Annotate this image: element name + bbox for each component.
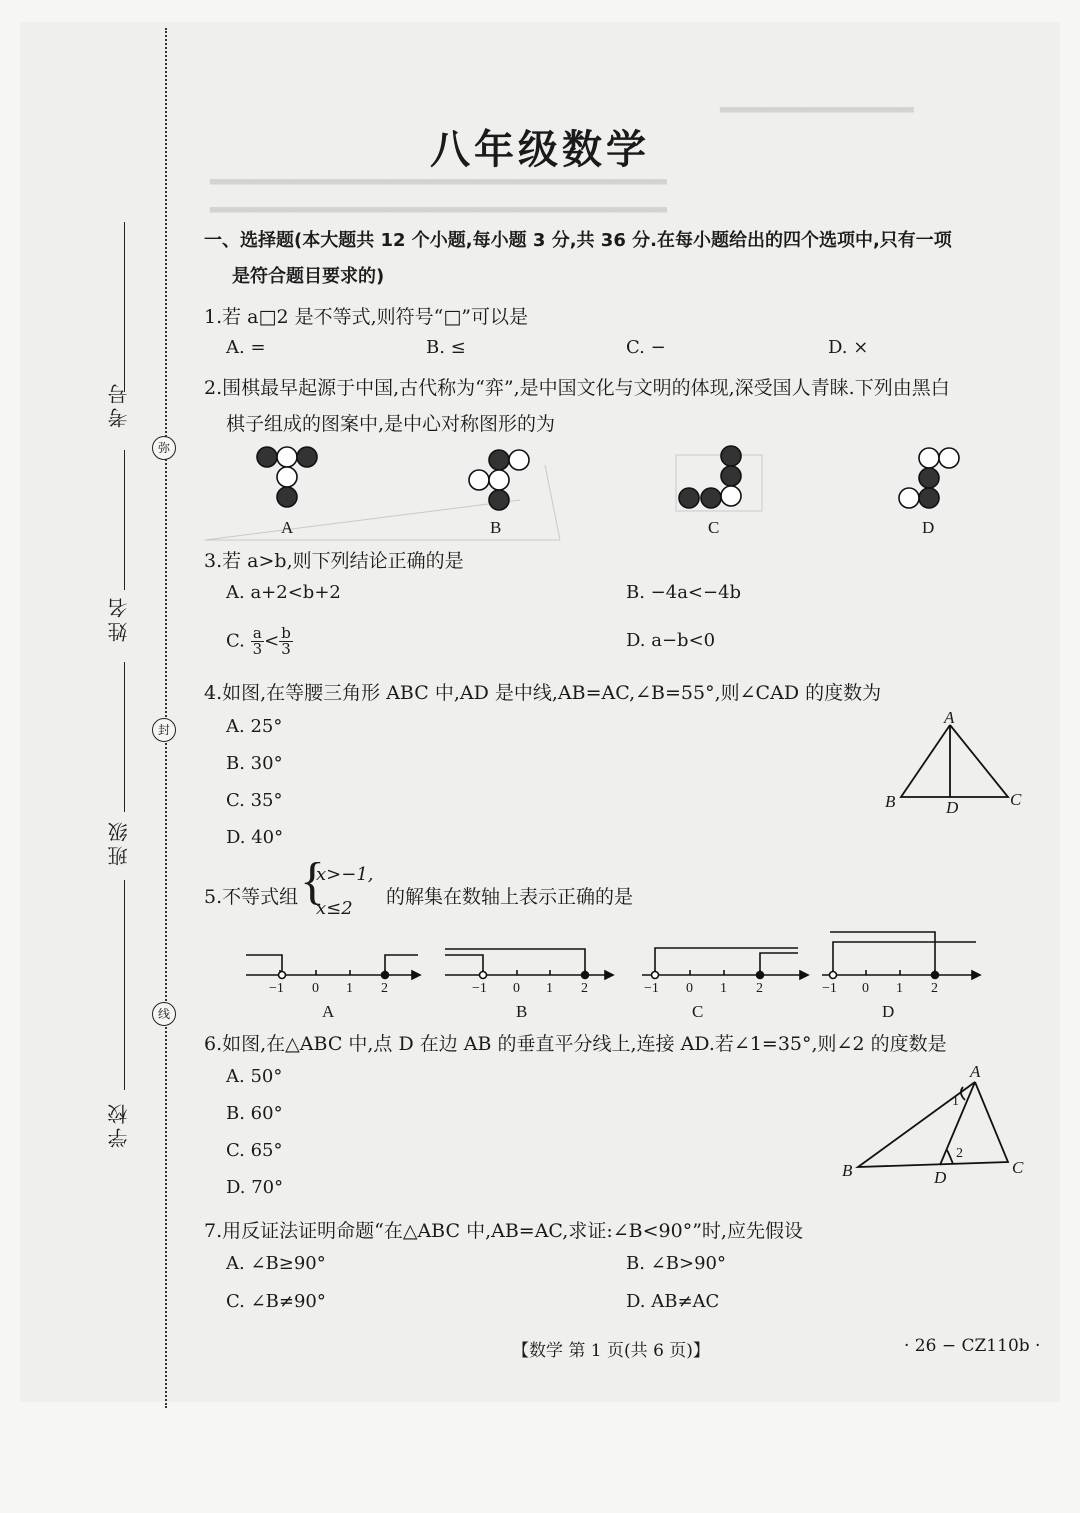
question-5-stem-prefix: 5.不等式组 — [204, 886, 299, 908]
q6-option-a: A. 50° — [226, 1066, 283, 1087]
q3-option-b: B. −4a<−4b — [626, 582, 742, 603]
tick-label: −1 — [269, 981, 284, 996]
tick-label: 0 — [686, 981, 693, 996]
angle-label: 2 — [956, 1146, 963, 1161]
figure-label: D — [922, 518, 935, 537]
school-label: 学校 — [107, 1100, 131, 1148]
figure-label: B — [516, 1002, 528, 1021]
question-6-stem: 6.如图,在△ABC 中,点 D 在边 AB 的垂直平分线上,连接 AD.若∠1=35°,则∠2 的度数是 — [204, 1033, 947, 1055]
option-letter: C. — [226, 630, 251, 652]
tick-label: −1 — [644, 981, 659, 996]
q3-option-a: A. a+2<b+2 — [226, 582, 341, 603]
fraction-b-over-3: $\frac{b}{3}$ — [281, 624, 291, 658]
q4-option-c: C. 35° — [226, 790, 283, 811]
tick-label: 2 — [381, 981, 388, 996]
q1-option-a: A. = — [226, 337, 266, 358]
angle-label: 1 — [952, 1094, 959, 1109]
figure-label: A — [281, 518, 294, 537]
q6-option-c: C. 65° — [226, 1140, 283, 1161]
q3-option-d: D. a−b<0 — [626, 630, 716, 651]
tick-label: 2 — [931, 981, 938, 996]
q7-option-b: B. ∠B>90° — [626, 1253, 726, 1274]
question-1-stem: 1.若 a□2 是不等式,则符号“□”可以是 — [204, 306, 528, 328]
name-label: 姓名 — [107, 594, 131, 642]
class-label: 班级 — [107, 818, 131, 866]
point-label: A — [970, 1062, 981, 1081]
bleed-through-text: ▂▂▂▂▂▂▂▂▂▂▂▂▂▂▂▂▂▂▂▂▂▂▂▂▂▂▂▂▂▂▂▂▂ — [210, 164, 667, 185]
tick-label: 0 — [862, 981, 869, 996]
tick-label: 2 — [581, 981, 588, 996]
question-4-stem: 4.如图,在等腰三角形 ABC 中,AD 是中线,AB=AC,∠B=55°,则∠CAD 的度数为 — [204, 682, 882, 704]
fraction-a-over-3: $\frac{a}{3}$ — [252, 624, 263, 658]
q1-option-d: D. × — [828, 337, 869, 358]
page-title: 八年级数学 — [430, 127, 650, 173]
tick-label: 1 — [346, 981, 353, 996]
q6-option-b: B. 60° — [226, 1103, 283, 1124]
system-brace: { — [300, 853, 325, 910]
q4-option-a: A. 25° — [226, 716, 283, 737]
tick-label: 1 — [546, 981, 553, 996]
tick-label: −1 — [472, 981, 487, 996]
seal-mark: 线 — [152, 1002, 176, 1026]
point-label: B — [885, 792, 896, 811]
point-label: C — [1012, 1158, 1024, 1177]
question-3-stem: 3.若 a>b,则下列结论正确的是 — [204, 550, 464, 572]
tick-label: 0 — [312, 981, 319, 996]
bleed-through-text: ▂▂▂▂▂▂▂▂▂▂▂▂▂▂▂▂▂▂▂▂▂▂▂▂▂▂▂▂▂▂▂▂▂ — [210, 192, 667, 213]
q1-option-c: C. − — [626, 337, 666, 358]
q4-option-d: D. 40° — [226, 827, 284, 848]
q6-option-d: D. 70° — [226, 1177, 284, 1198]
page-footer: 【数学 第 1 页(共 6 页)】 — [512, 1341, 710, 1361]
less-than-sign: < — [264, 630, 280, 652]
question-2-stem: 2.围棋最早起源于中国,古代称为“弈”,是中国文化与文明的体现,深受国人青睐.下列由黑白 — [204, 377, 950, 399]
bleed-through-text: ▂▂▂▂▂▂▂▂▂▂▂▂▂▂ — [720, 92, 914, 113]
figure-label: C — [708, 518, 720, 537]
tick-label: 2 — [756, 981, 763, 996]
seal-mark: 封 — [152, 718, 176, 742]
point-label: D — [934, 1168, 947, 1187]
point-label: A — [944, 708, 955, 727]
question-7-stem: 7.用反证法证明命题“在△ABC 中,AB=AC,求证:∠B<90°”时,应先假设 — [204, 1220, 803, 1242]
question-5-stem-suffix: 的解集在数轴上表示正确的是 — [386, 886, 634, 908]
paper-code: · 26 − CZ110b · — [904, 1336, 1041, 1356]
section-heading-cont: 是符合题目要求的) — [232, 266, 385, 287]
q1-option-b: B. ≤ — [426, 337, 466, 358]
figure-label: B — [490, 518, 502, 537]
question-2-stem-cont: 棋子组成的图案中,是中心对称图形的为 — [226, 413, 556, 435]
inequality-2: x≤2 — [316, 898, 353, 919]
q7-option-c: C. ∠B≠90° — [226, 1291, 326, 1312]
q7-option-d: D. AB≠AC — [626, 1291, 720, 1312]
figure-label: C — [692, 1002, 704, 1021]
q4-option-b: B. 30° — [226, 753, 283, 774]
tick-label: 1 — [896, 981, 903, 996]
point-label: D — [946, 798, 959, 817]
exam-number-label: 考号 — [107, 380, 131, 428]
section-heading: 一、选择题(本大题共 12 个小题,每小题 3 分,共 36 分.在每小题给出的四个选项中,只有一项 — [204, 230, 952, 251]
point-label: C — [1010, 790, 1022, 809]
seal-mark: 弥 — [152, 436, 176, 460]
figure-label: D — [882, 1002, 895, 1021]
point-label: B — [842, 1161, 853, 1180]
tick-label: −1 — [822, 981, 837, 996]
tick-label: 1 — [720, 981, 727, 996]
inequality-1: x>−1, — [316, 864, 374, 885]
tick-label: 0 — [513, 981, 520, 996]
figure-label: A — [322, 1002, 335, 1021]
q7-option-a: A. ∠B≥90° — [226, 1253, 326, 1274]
